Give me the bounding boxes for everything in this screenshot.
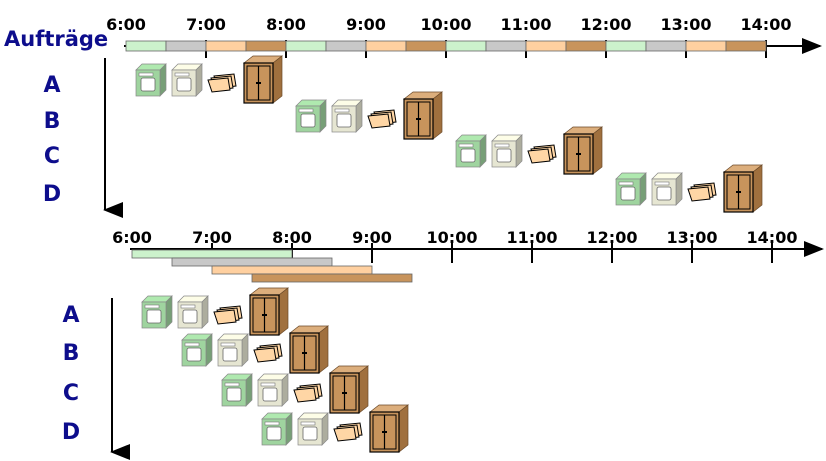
- bottom-job-D-dryer-icon: [298, 413, 328, 445]
- bottom-tick-label: 11:00: [506, 228, 558, 247]
- top-tick-label: 14:00: [740, 15, 792, 34]
- top-job-D-closet-icon: [724, 165, 762, 212]
- bottom-job-A-closet-icon: [250, 288, 288, 335]
- bottom-job-A-dryer-icon: [178, 296, 208, 328]
- top-stage-segment-washer: [286, 41, 326, 51]
- top-stage-segment-folding: [686, 41, 726, 51]
- bottom-job-A-folded-clothes-icon: [214, 306, 242, 324]
- bottom-tick-label: 13:00: [666, 228, 718, 247]
- top-job-B-closet-icon: [404, 92, 442, 139]
- bottom-tick-label: 14:00: [746, 228, 798, 247]
- bottom-job-A-washer-icon: [142, 296, 172, 328]
- sequential-schedule: [43, 15, 820, 212]
- bottom-job-span-bar: [132, 250, 292, 258]
- bottom-job-C-closet-icon: [330, 366, 368, 413]
- top-stage-segment-dryer: [646, 41, 686, 51]
- bottom-tick-label: 9:00: [352, 228, 392, 247]
- top-tick-label: 9:00: [346, 15, 386, 34]
- bottom-job-B-folded-clothes-icon: [254, 344, 282, 362]
- bottom-job-label-B: B: [62, 341, 80, 366]
- top-job-A-washer-icon: [136, 64, 166, 96]
- bottom-job-B-dryer-icon: [218, 334, 248, 366]
- bottom-tick-label: 6:00: [112, 228, 152, 247]
- bottom-job-B-washer-icon: [182, 334, 212, 366]
- top-stage-segment-dryer: [166, 41, 206, 51]
- top-stage-segment-folding: [206, 41, 246, 51]
- bottom-tick-label: 12:00: [586, 228, 638, 247]
- top-stage-segment-dryer: [486, 41, 526, 51]
- bottom-job-C-washer-icon: [222, 374, 252, 406]
- top-tick-label: 11:00: [500, 15, 552, 34]
- bottom-tick-label: 7:00: [192, 228, 232, 247]
- top-tick-label: 8:00: [266, 15, 306, 34]
- top-tick-label: 12:00: [580, 15, 632, 34]
- top-job-D-washer-icon: [616, 173, 646, 205]
- bottom-job-label-C: C: [62, 381, 80, 406]
- top-job-B-folded-clothes-icon: [368, 110, 396, 128]
- bottom-job-C-folded-clothes-icon: [294, 384, 322, 402]
- bottom-job-span-bar: [172, 258, 332, 266]
- bottom-job-C-dryer-icon: [258, 374, 288, 406]
- top-job-C-closet-icon: [564, 127, 602, 174]
- top-stage-segment-closet: [726, 41, 766, 51]
- bottom-job-D-folded-clothes-icon: [334, 423, 362, 441]
- top-stage-segment-washer: [126, 41, 166, 51]
- top-stage-segment-washer: [606, 41, 646, 51]
- top-job-C-folded-clothes-icon: [528, 145, 556, 163]
- bottom-tick-label: 10:00: [426, 228, 478, 247]
- top-job-C-washer-icon: [456, 135, 486, 167]
- top-job-D-dryer-icon: [652, 173, 682, 205]
- top-stage-segment-washer: [446, 41, 486, 51]
- bottom-job-label-D: D: [61, 420, 81, 445]
- bottom-job-D-washer-icon: [262, 413, 292, 445]
- top-job-A-dryer-icon: [172, 64, 202, 96]
- top-job-label-C: C: [43, 144, 61, 169]
- top-job-D-folded-clothes-icon: [688, 183, 716, 201]
- top-tick-label: 13:00: [660, 15, 712, 34]
- bottom-job-span-bar: [212, 266, 372, 274]
- top-stage-segment-folding: [366, 41, 406, 51]
- top-job-label-A: A: [43, 73, 61, 98]
- bottom-job-D-closet-icon: [370, 405, 408, 452]
- top-tick-label: 10:00: [420, 15, 472, 34]
- bottom-job-span-bar: [252, 274, 412, 282]
- top-job-label-D: D: [42, 182, 62, 207]
- bottom-tick-label: 8:00: [272, 228, 312, 247]
- top-job-label-B: B: [43, 109, 61, 134]
- top-stage-segment-closet: [246, 41, 286, 51]
- top-stage-segment-folding: [526, 41, 566, 51]
- top-stage-segment-closet: [566, 41, 606, 51]
- top-job-C-dryer-icon: [492, 135, 522, 167]
- top-tick-label: 7:00: [186, 15, 226, 34]
- top-stage-segment-closet: [406, 41, 446, 51]
- top-tick-label: 6:00: [106, 15, 146, 34]
- top-stage-segment-dryer: [326, 41, 366, 51]
- pipelined-schedule: [62, 228, 822, 452]
- bottom-job-label-A: A: [62, 303, 80, 328]
- top-job-B-washer-icon: [296, 100, 326, 132]
- jobs-axis-title: Aufträge: [4, 27, 109, 51]
- bottom-job-B-closet-icon: [290, 326, 328, 373]
- top-job-A-folded-clothes-icon: [208, 74, 236, 92]
- top-job-B-dryer-icon: [332, 100, 362, 132]
- top-job-A-closet-icon: [244, 56, 282, 103]
